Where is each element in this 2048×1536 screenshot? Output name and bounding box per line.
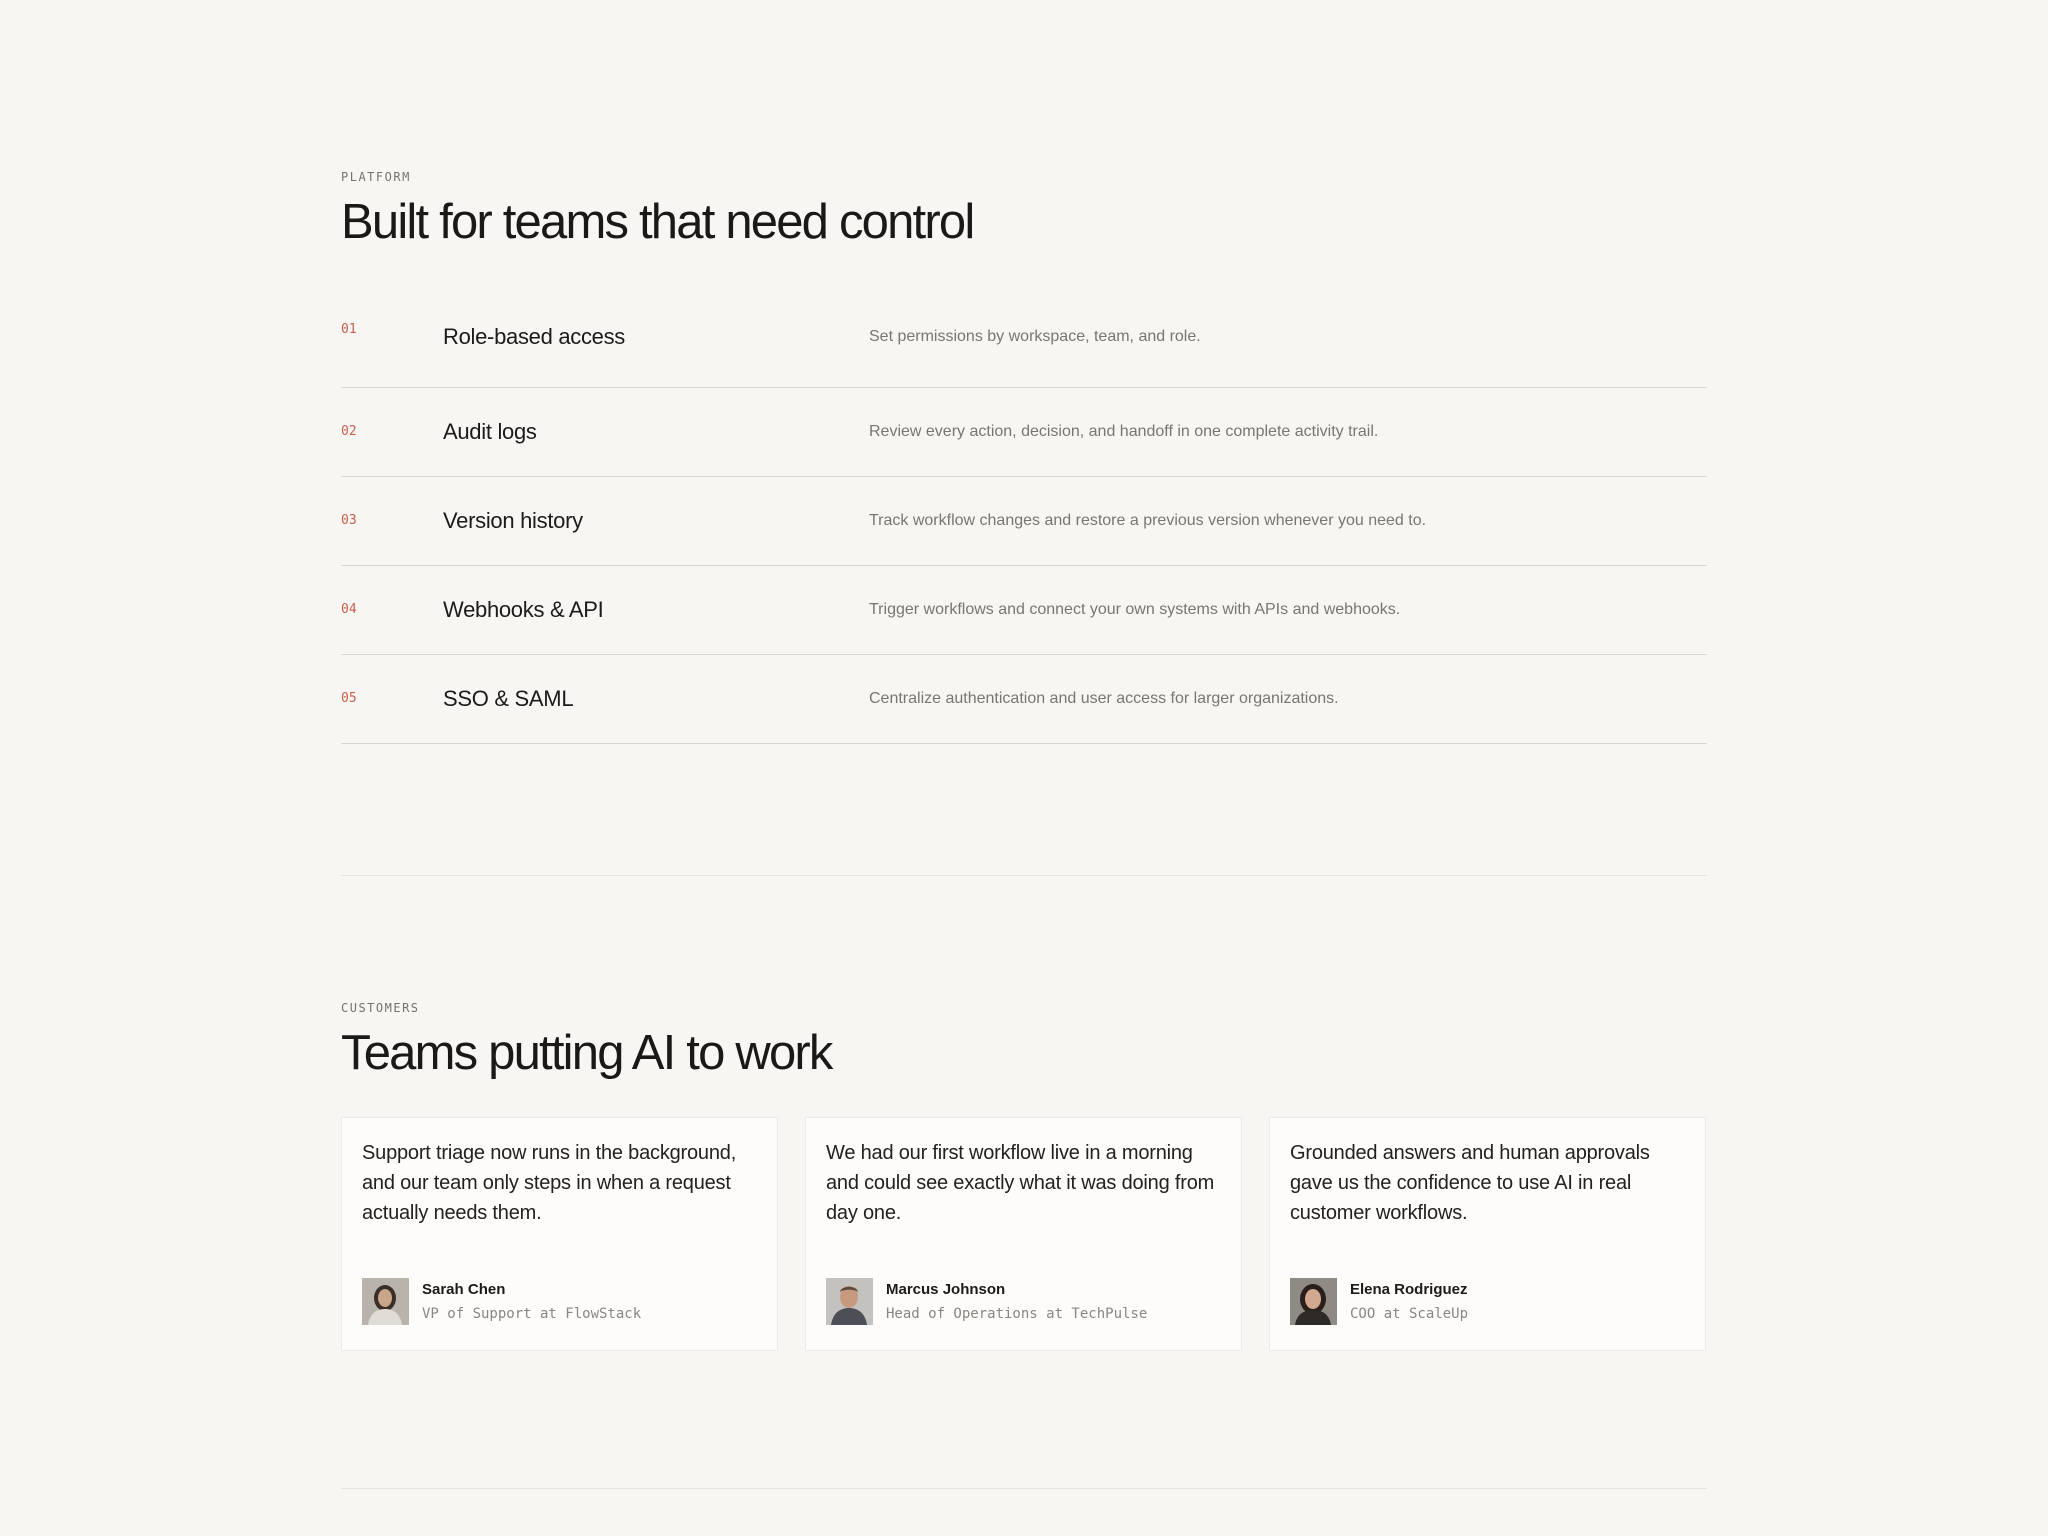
feature-row-version-history: [341, 477, 1707, 566]
testimonial-author: [362, 1278, 641, 1325]
feature-title: SSO & SAML: [443, 685, 574, 711]
customers-heading: Teams putting AI to work: [341, 1026, 832, 1080]
section-divider: [341, 875, 1707, 876]
testimonial-card: [341, 1117, 778, 1351]
avatar-sarah-chen-icon: [362, 1278, 409, 1325]
author-name: Sarah Chen: [422, 1280, 506, 1298]
feature-row-sso-saml: [341, 655, 1707, 744]
feature-list: [341, 308, 1707, 744]
feature-title: Webhooks & API: [443, 596, 604, 622]
testimonial-quote: Support triage now runs in the background, and our team only steps in when a request actually needs them.: [362, 1141, 737, 1224]
feature-description: Trigger workflows and connect your own systems with APIs and webhooks.: [869, 600, 1401, 618]
avatar-marcus-johnson-icon: [826, 1278, 873, 1325]
author-name: Marcus Johnson: [886, 1280, 1006, 1298]
feature-description: Centralize authentication and user access for larger organizations.: [869, 689, 1339, 707]
author-role: COO at ScaleUp: [1350, 1305, 1469, 1322]
feature-title: Role-based access: [443, 323, 625, 349]
testimonial-author: [826, 1278, 1147, 1325]
feature-description: Set permissions by workspace, team, and role.: [869, 327, 1201, 345]
platform-section: [341, 170, 1707, 744]
platform-eyebrow: PLATFORM: [341, 170, 411, 184]
avatar-elena-rodriguez-icon: [1290, 1278, 1337, 1325]
platform-heading: Built for teams that need control: [341, 195, 974, 249]
feature-number: 01: [341, 321, 357, 337]
customers-section: [341, 1001, 1707, 1351]
testimonial-cards: [341, 1117, 1707, 1351]
feature-title: Version history: [443, 507, 583, 533]
testimonial-quote: We had our first workflow live in a morning and could see exactly what it was doing from day one.: [826, 1141, 1215, 1224]
feature-number: 05: [341, 691, 357, 707]
testimonial-card: [805, 1117, 1242, 1351]
avatar: [826, 1278, 873, 1325]
feature-title: Audit logs: [443, 418, 537, 444]
feature-number: 02: [341, 424, 357, 440]
author-info: [422, 1281, 641, 1322]
author-info: [1350, 1281, 1468, 1322]
avatar: [362, 1278, 409, 1325]
testimonial-card: [1269, 1117, 1706, 1351]
feature-number: 04: [341, 602, 357, 618]
avatar: [1290, 1278, 1337, 1325]
feature-description: Review every action, decision, and handoff in one complete activity trail.: [869, 422, 1379, 440]
testimonial-author: [1290, 1278, 1468, 1325]
author-role: VP of Support at FlowStack: [422, 1305, 642, 1322]
author-info: [886, 1281, 1147, 1322]
feature-row-webhooks-api: [341, 566, 1707, 655]
feature-description: Track workflow changes and restore a previous version whenever you need to.: [869, 511, 1427, 529]
feature-row-role-based-access: [341, 308, 1707, 388]
section-divider: [341, 1488, 1707, 1489]
author-name: Elena Rodriguez: [1350, 1280, 1468, 1298]
feature-number: 03: [341, 513, 357, 529]
feature-row-audit-logs: [341, 388, 1707, 477]
testimonial-quote: Grounded answers and human approvals gave us the confidence to use AI in real customer workflows.: [1290, 1141, 1650, 1224]
customers-eyebrow: CUSTOMERS: [341, 1001, 420, 1015]
author-role: Head of Operations at TechPulse: [886, 1305, 1148, 1322]
